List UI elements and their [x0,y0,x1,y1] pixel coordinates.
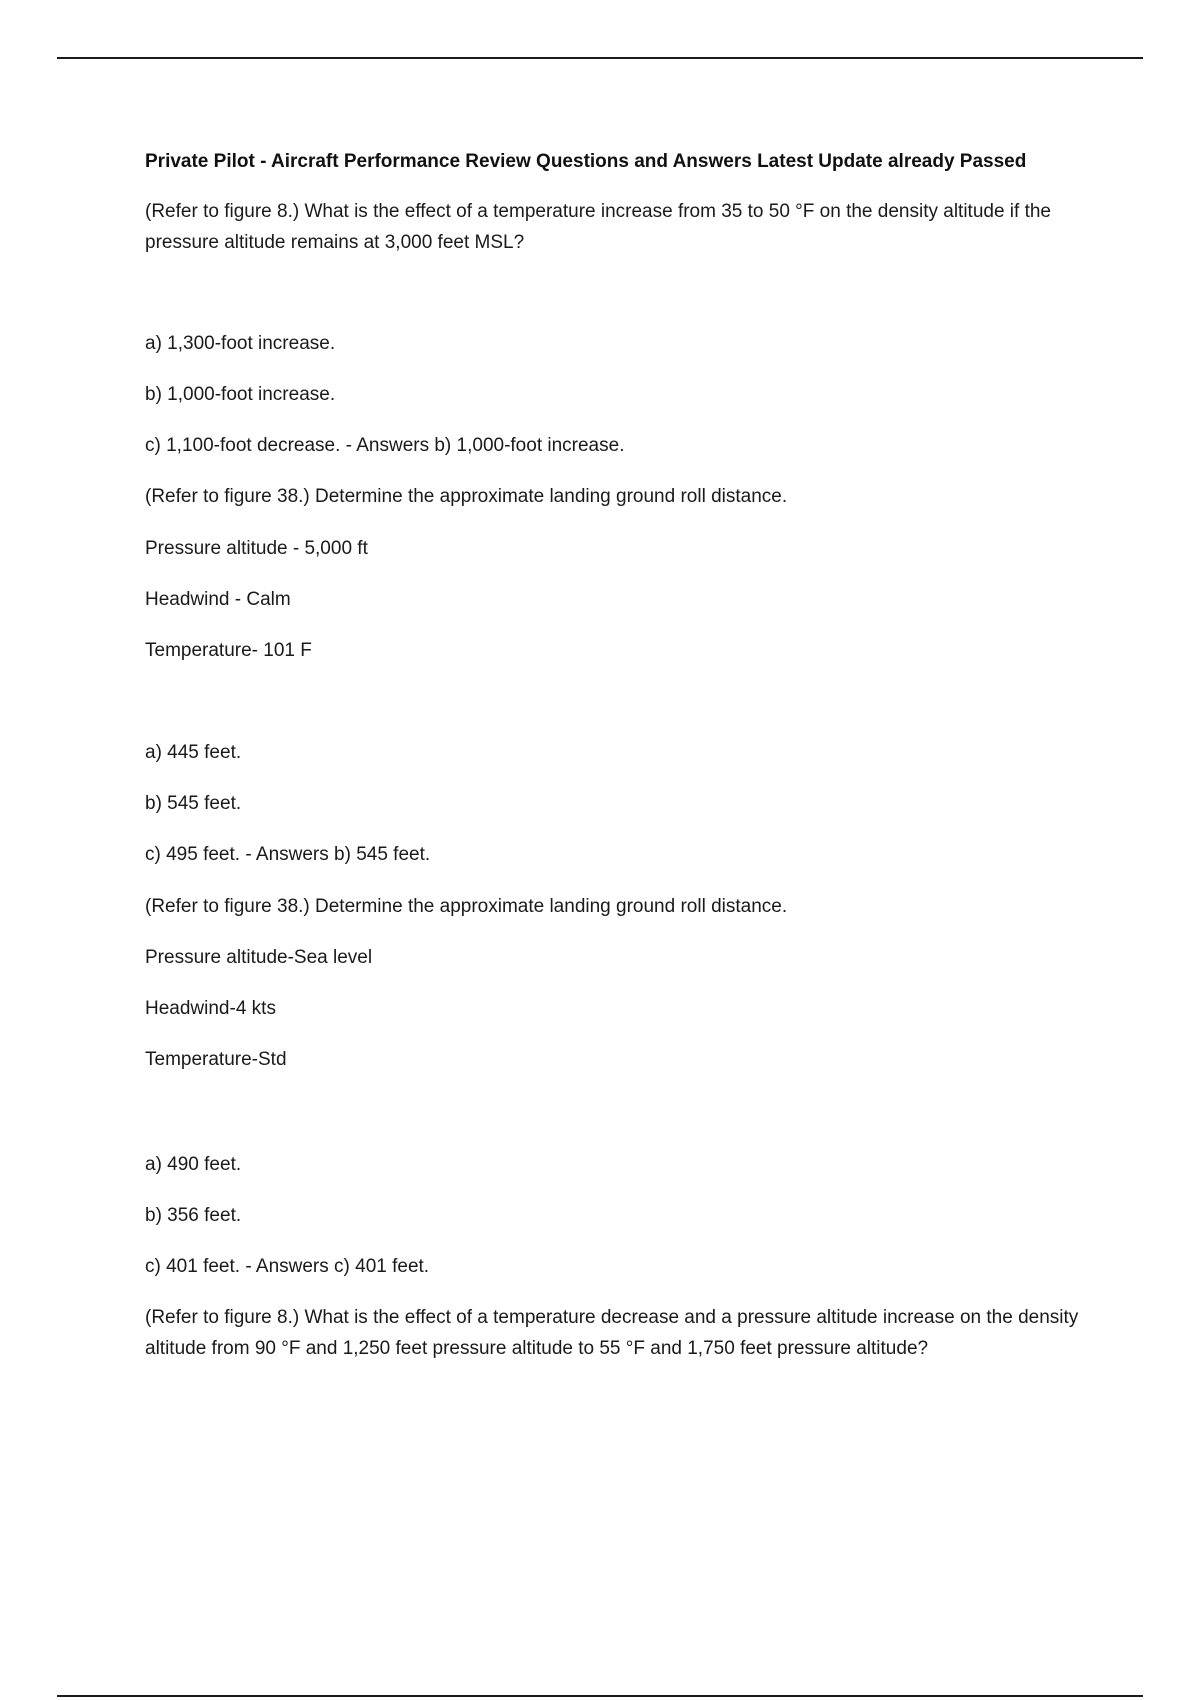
footer-rule [57,1695,1143,1697]
q2-headwind: Headwind - Calm [145,589,291,610]
q2-option-c-answer: c) 495 feet. - Answers b) 545 feet. [145,844,431,865]
q3-temperature: Temperature-Std [145,1049,287,1070]
q2-option-a: a) 445 feet. [145,742,242,763]
question-2: (Refer to figure 38.) Determine the approximate landing ground roll distance. [145,486,788,507]
q1-option-a: a) 1,300-foot increase. [145,333,336,354]
q2-temperature: Temperature- 101 F [145,640,312,661]
q3-headwind: Headwind-4 kts [145,998,276,1019]
question-1: (Refer to figure 8.) What is the effect of a temperature increase from 35 to 50 °F on the density altitude if the pressure altitude remains at 3,000 feet MSL? [145,201,1051,253]
q2-option-b: b) 545 feet. [145,793,242,814]
q3-option-b: b) 356 feet. [145,1205,242,1226]
q3-pressure-altitude: Pressure altitude-Sea level [145,947,373,968]
q1-option-c-answer: c) 1,100-foot decrease. - Answers b) 1,000-foot increase. [145,435,625,456]
q1-option-b: b) 1,000-foot increase. [145,384,336,405]
q3-option-a: a) 490 feet. [145,1154,242,1175]
question-3: (Refer to figure 38.) Determine the approximate landing ground roll distance. [145,896,788,917]
document-title: Private Pilot - Aircraft Performance Review Questions and Answers Latest Update already Passed [145,151,1027,172]
q3-option-c-answer: c) 401 feet. - Answers c) 401 feet. [145,1256,430,1277]
q2-pressure-altitude: Pressure altitude - 5,000 ft [145,538,368,559]
header-rule [57,57,1143,59]
question-4: (Refer to figure 8.) What is the effect of a temperature decrease and a pressure altitude increase on the density altitude from 90 °F and 1,250 feet pressure altitude to 55 °F and 1,750 feet pressure altitude? [145,1307,1079,1359]
